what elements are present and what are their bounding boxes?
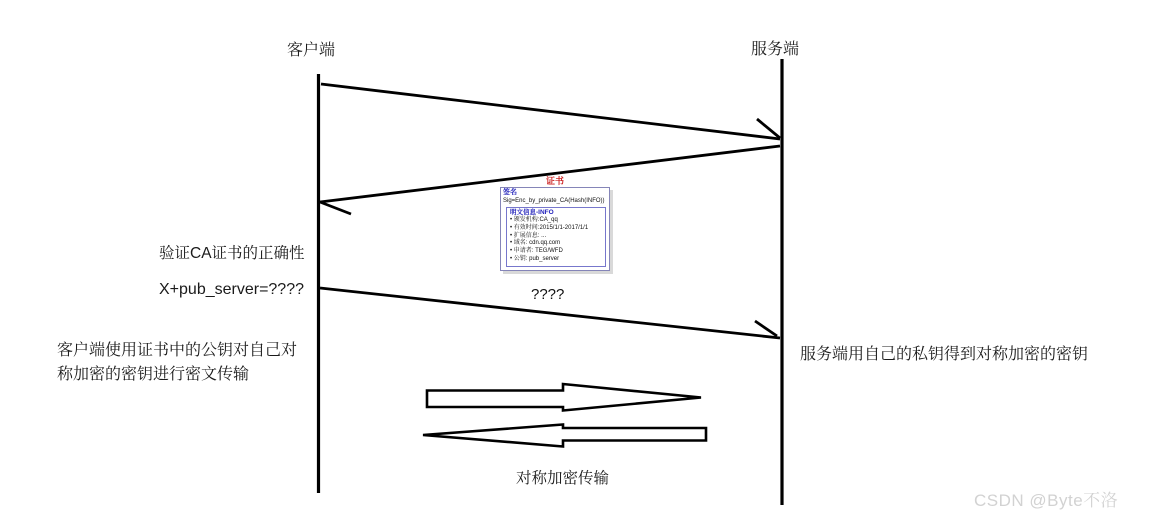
question-marks-label: ???? (531, 286, 565, 303)
certificate-box (500, 176, 610, 271)
certificate-field: • 申请者: TEG/WFD (510, 248, 602, 256)
verify-ca-note: 验证CA证书的正确性 (159, 245, 305, 262)
client-actor-label: 客户端 (287, 42, 336, 59)
certificate-field: • 有效时间:2015/1/1-2017/1/1 (510, 225, 602, 233)
certificate-field: • 扩展信息: ... (510, 233, 602, 241)
csdn-watermark: CSDN @Byte不洛 (974, 491, 1119, 510)
certificate-outer-box (500, 187, 610, 271)
certificate-info-box (506, 207, 606, 267)
arrow-client-to-server-hello (321, 84, 780, 139)
compute-key-note: X+pub_server=???? (159, 281, 304, 298)
server-note: 服务端用自己的私钥得到对称加密的密钥 (800, 346, 1089, 363)
certificate-field: • 颁发机构:CA_qq (510, 217, 602, 225)
symmetric-transmission-label: 对称加密传输 (516, 470, 610, 487)
certificate-field: • 公钥: pub_server (510, 256, 602, 264)
certificate-info-header: 明文信息-INFO (510, 209, 554, 216)
client-note (57, 339, 297, 387)
certificate-signature-label: 签名 (503, 189, 517, 196)
client-note-line2: 称加密的密钥进行密文传输 (57, 366, 250, 383)
block-arrow-right (427, 384, 701, 411)
block-arrow-left (423, 425, 706, 447)
certificate-field: • 域名: cdn.qq.com (510, 240, 602, 248)
server-actor-label: 服务端 (751, 41, 800, 58)
certificate-title: 证书 (545, 176, 564, 186)
certificate-signature-value: Sig=Enc_by_private_CA(Hash(INFO)) (503, 198, 605, 204)
certificate-field-list (510, 217, 602, 264)
client-note-line1: 客户端使用证书中的公钥对自己对 (57, 342, 298, 359)
